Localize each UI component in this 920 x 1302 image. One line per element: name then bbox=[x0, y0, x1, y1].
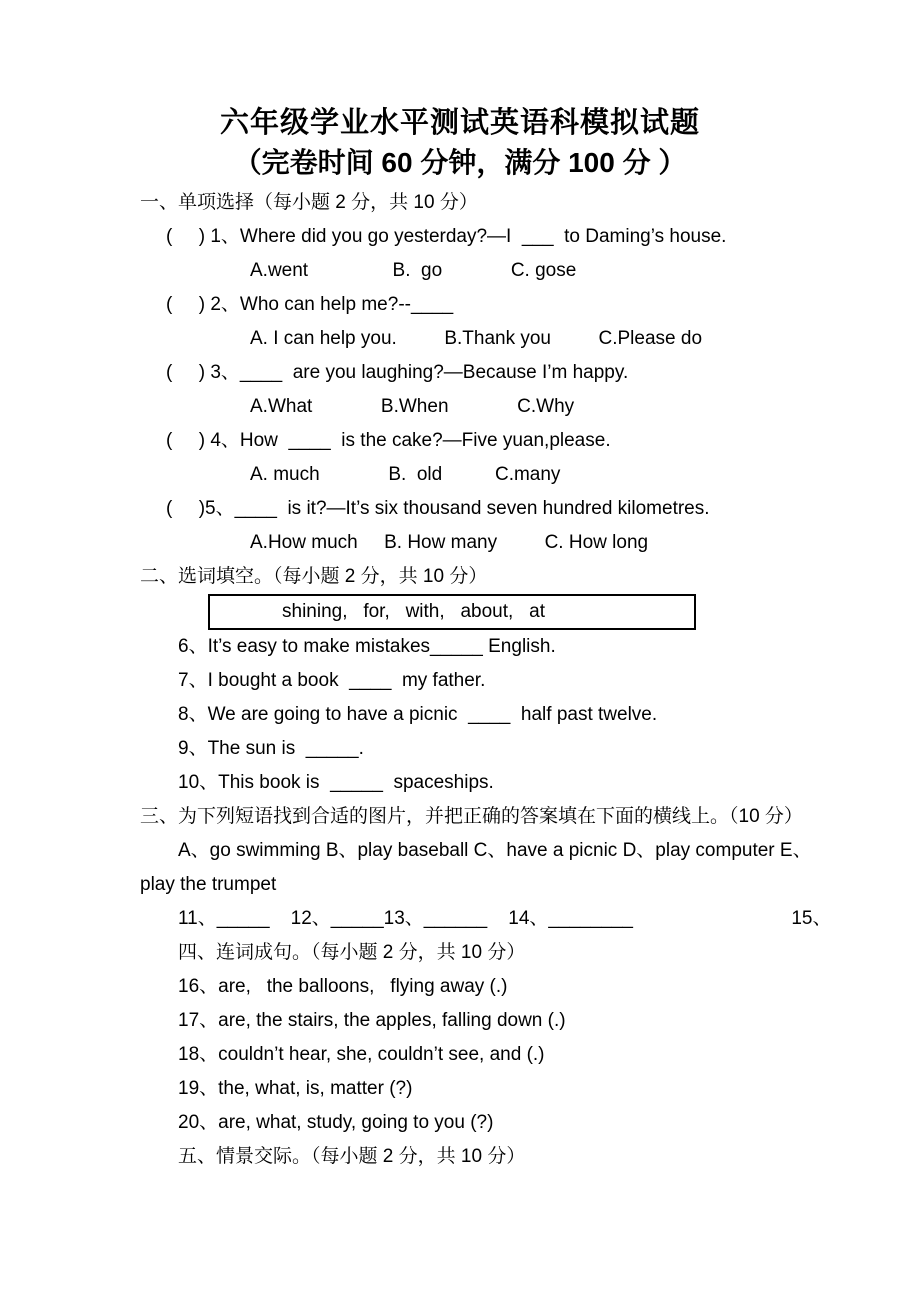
word-bank-box: shining, for, with, about, at bbox=[208, 594, 696, 630]
section bbox=[0, 560, 920, 800]
question-line: ( ) 1、Where did you go yesterday?—I ___ to Daming’s house. bbox=[166, 226, 727, 247]
options-line: A.What B.When C.Why bbox=[250, 396, 575, 417]
document-title: 六年级学业水平测试英语科模拟试题 bbox=[219, 107, 700, 139]
sentence-order-line: 16、are, the balloons, flying away (.) bbox=[178, 976, 508, 997]
section-heading: 四、连词成句。（每小题 2 分，共 10 分） bbox=[178, 942, 526, 963]
section bbox=[0, 800, 920, 936]
answer-blanks-line: 11、_____ 12、_____13、______ 14、________ 15、 bbox=[178, 908, 832, 929]
question-line: ( ) 4、How ____ is the cake?—Five yuan,please. bbox=[166, 430, 611, 451]
section-heading: 一、单项选择（每小题 2 分，共 10 分） bbox=[140, 192, 478, 213]
document-body bbox=[0, 186, 920, 1174]
sentence-order-line: 20、are, what, study, going to you (?) bbox=[178, 1112, 494, 1133]
fill-blank-line: 8、We are going to have a picnic ____ half past twelve. bbox=[178, 704, 658, 725]
options-line: A. I can help you. B.Thank you C.Please do bbox=[250, 328, 703, 349]
options-line: A.How much B. How many C. How long bbox=[250, 532, 649, 553]
fill-blank-line: 6、It’s easy to make mistakes_____ English. bbox=[178, 636, 556, 657]
document-subtitle: （完卷时间 60 分钟，满分 100 分 ） bbox=[233, 147, 687, 178]
fill-blank-line: 7、I bought a book ____ my father. bbox=[178, 670, 486, 691]
section bbox=[0, 936, 920, 1140]
question-line: ( ) 2、Who can help me?--____ bbox=[166, 294, 454, 315]
section bbox=[0, 1140, 920, 1174]
section bbox=[0, 186, 920, 560]
fill-blank-line: 10、This book is _____ spaceships. bbox=[178, 772, 494, 793]
section-heading: 三、为下列短语找到合适的图片，并把正确的答案填在下面的横线上。（10 分） bbox=[140, 806, 803, 827]
sentence-order-line: 19、the, what, is, matter (?) bbox=[178, 1078, 413, 1099]
phrase-list-wrap-line: play the trumpet bbox=[140, 874, 277, 895]
fill-blank-line: 9、The sun is _____. bbox=[178, 738, 364, 759]
question-line: ( ) 3、____ are you laughing?—Because I’m happy. bbox=[166, 362, 629, 383]
section-heading: 五、情景交际。（每小题 2 分，共 10 分） bbox=[178, 1146, 526, 1167]
options-line: A. much B. old C.many bbox=[250, 464, 561, 485]
options-line: A.went B. go C. gose bbox=[250, 260, 577, 281]
sentence-order-line: 17、are, the stairs, the apples, falling down (.) bbox=[178, 1010, 566, 1031]
section-heading: 二、选词填空。（每小题 2 分，共 10 分） bbox=[140, 566, 488, 587]
phrase-list-line: A、go swimming B、play baseball C、have a picnic D、play computer E、 bbox=[178, 840, 812, 861]
sentence-order-line: 18、couldn’t hear, she, couldn’t see, and (.) bbox=[178, 1044, 545, 1065]
question-line: ( )5、____ is it?—It’s six thousand seven hundred kilometres. bbox=[166, 498, 710, 519]
